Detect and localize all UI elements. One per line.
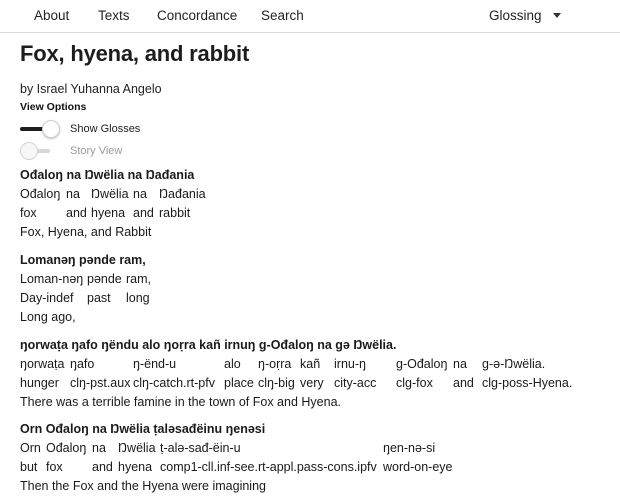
word-gloss: but [20,460,38,474]
word-form: kañ [300,357,321,371]
word-unit [126,270,151,308]
word-gloss: place [224,376,254,390]
sentence-block [20,251,620,327]
word-gloss: city-acc [334,376,377,390]
word-unit [66,185,87,223]
word-unit [224,355,254,393]
word-unit [70,355,130,393]
word-form: Ŋađania [159,187,206,201]
word-unit [383,439,452,477]
word-form: Ođaloŋ [20,187,61,201]
sentence-translation: Then the Fox and the Hyena were imagining [20,479,266,493]
word-gloss: fox [20,206,37,220]
word-form: ŋorwaṭa [20,357,65,371]
word-gloss: and [133,206,154,220]
word-unit [46,439,86,477]
sentence-title: ŋorwaṭa ŋafo ŋëndu alo ŋoṛra kañ irnuŋ g-Ođaloŋ na gə Ŋwëlia. [20,338,397,352]
interlinear-words [20,355,620,393]
word-unit [334,355,376,393]
interlinear-words [20,439,620,477]
sentence-translation: There was a terrible famine in the town of Fox and Hyena. [20,395,341,409]
word-form: na [92,441,106,455]
sentence-title: Orn Ođaloŋ na Ŋwëlia ṭaləsađëinu ŋenəsi [20,422,266,436]
interlinear-words [20,270,620,308]
word-gloss: rabbit [159,206,191,220]
word-form: irnu-ŋ [334,357,366,371]
toggle-knob[interactable] [42,120,60,138]
word-form: Loman-nəŋ [20,272,84,286]
sentence-block [20,420,620,496]
nav-search-link[interactable]: Search [261,8,304,23]
word-unit [300,355,324,393]
sentence-block [20,336,620,412]
word-unit [20,439,41,477]
sentence-title: Lomanəŋ pənde ram, [20,253,146,267]
word-gloss: comp1-cll.inf-see.rt-appl.pass-cons.ipfv [160,460,377,474]
word-gloss: and [453,376,474,390]
word-gloss: clg-fox [396,376,433,390]
word-gloss: clŋ-big [258,376,295,390]
word-form: alo [224,357,241,371]
nav-glossing-menu[interactable]: Glossing [489,8,542,23]
sentence-translation: Long ago, [20,310,76,324]
word-gloss: fox [46,460,63,474]
word-gloss: long [126,291,150,305]
sentence-title: Ođaloŋ na Ŋwëlia na Ŋađania [20,168,195,182]
word-gloss: hyena [118,460,153,474]
word-form: g-Ođaloŋ [396,357,448,371]
word-form: ŋen-nə-si [383,441,436,455]
word-unit [258,355,295,393]
word-unit [92,439,113,477]
author-byline: by Israel Yuhanna Angelo [20,82,162,96]
nav-texts-link[interactable]: Texts [98,8,130,23]
story-view-label: Story View [70,145,123,157]
word-gloss: very [300,376,324,390]
show-glosses-label: Show Glosses [70,123,141,135]
word-unit [20,355,64,393]
toggle-knob[interactable] [20,142,38,160]
word-form: Ŋwëlia [118,441,156,455]
word-form: Ođaloŋ [46,441,87,455]
word-unit [482,355,572,393]
word-unit [20,185,60,223]
nav-concordance-link[interactable]: Concordance [157,8,238,23]
word-form: Ŋwëlia [91,187,129,201]
word-gloss: hyena [91,206,126,220]
word-unit [91,185,129,223]
sentence-block [20,166,620,242]
word-unit [118,439,156,477]
word-form: ŋ-ënd-u [133,357,177,371]
word-form: ŋafo [70,357,95,371]
chevron-down-icon[interactable] [553,13,561,18]
story-view-toggle[interactable] [20,142,60,160]
word-unit [160,439,377,477]
word-gloss: Day-indef [20,291,74,305]
view-options-heading: View Options [20,101,87,113]
sentence-translation: Fox, Hyena, and Rabbit [20,225,152,239]
word-form: g-ə-Ŋwëlia. [482,357,546,371]
word-form: ṭ-alə-sađ-ëin-u [160,441,241,455]
page-title: Fox, hyena, and rabbit [20,41,250,66]
word-form: pənde [87,272,122,286]
word-form: na [453,357,467,371]
word-unit [20,270,83,308]
top-navbar [0,0,620,33]
word-gloss: clŋ-pst.aux [70,376,131,390]
word-gloss: word-on-eye [383,460,453,474]
word-gloss: and [92,460,113,474]
word-form: ŋ-oṛra [258,357,292,371]
word-form: Orn [20,441,41,455]
show-glosses-toggle[interactable] [20,120,60,138]
word-form: na [66,187,80,201]
word-gloss: clg-poss-Hyena. [482,376,573,390]
word-unit [453,355,474,393]
word-gloss: past [87,291,111,305]
interlinear-words [20,185,620,223]
word-unit [133,185,154,223]
word-unit [87,270,122,308]
word-gloss: hunger [20,376,59,390]
nav-about-link[interactable]: About [34,8,70,23]
word-gloss: and [66,206,87,220]
word-gloss: clŋ-catch.rt-pfv [133,376,215,390]
word-unit [159,185,206,223]
word-form: ram, [126,272,151,286]
word-unit [133,355,215,393]
word-form: na [133,187,147,201]
word-unit [396,355,447,393]
